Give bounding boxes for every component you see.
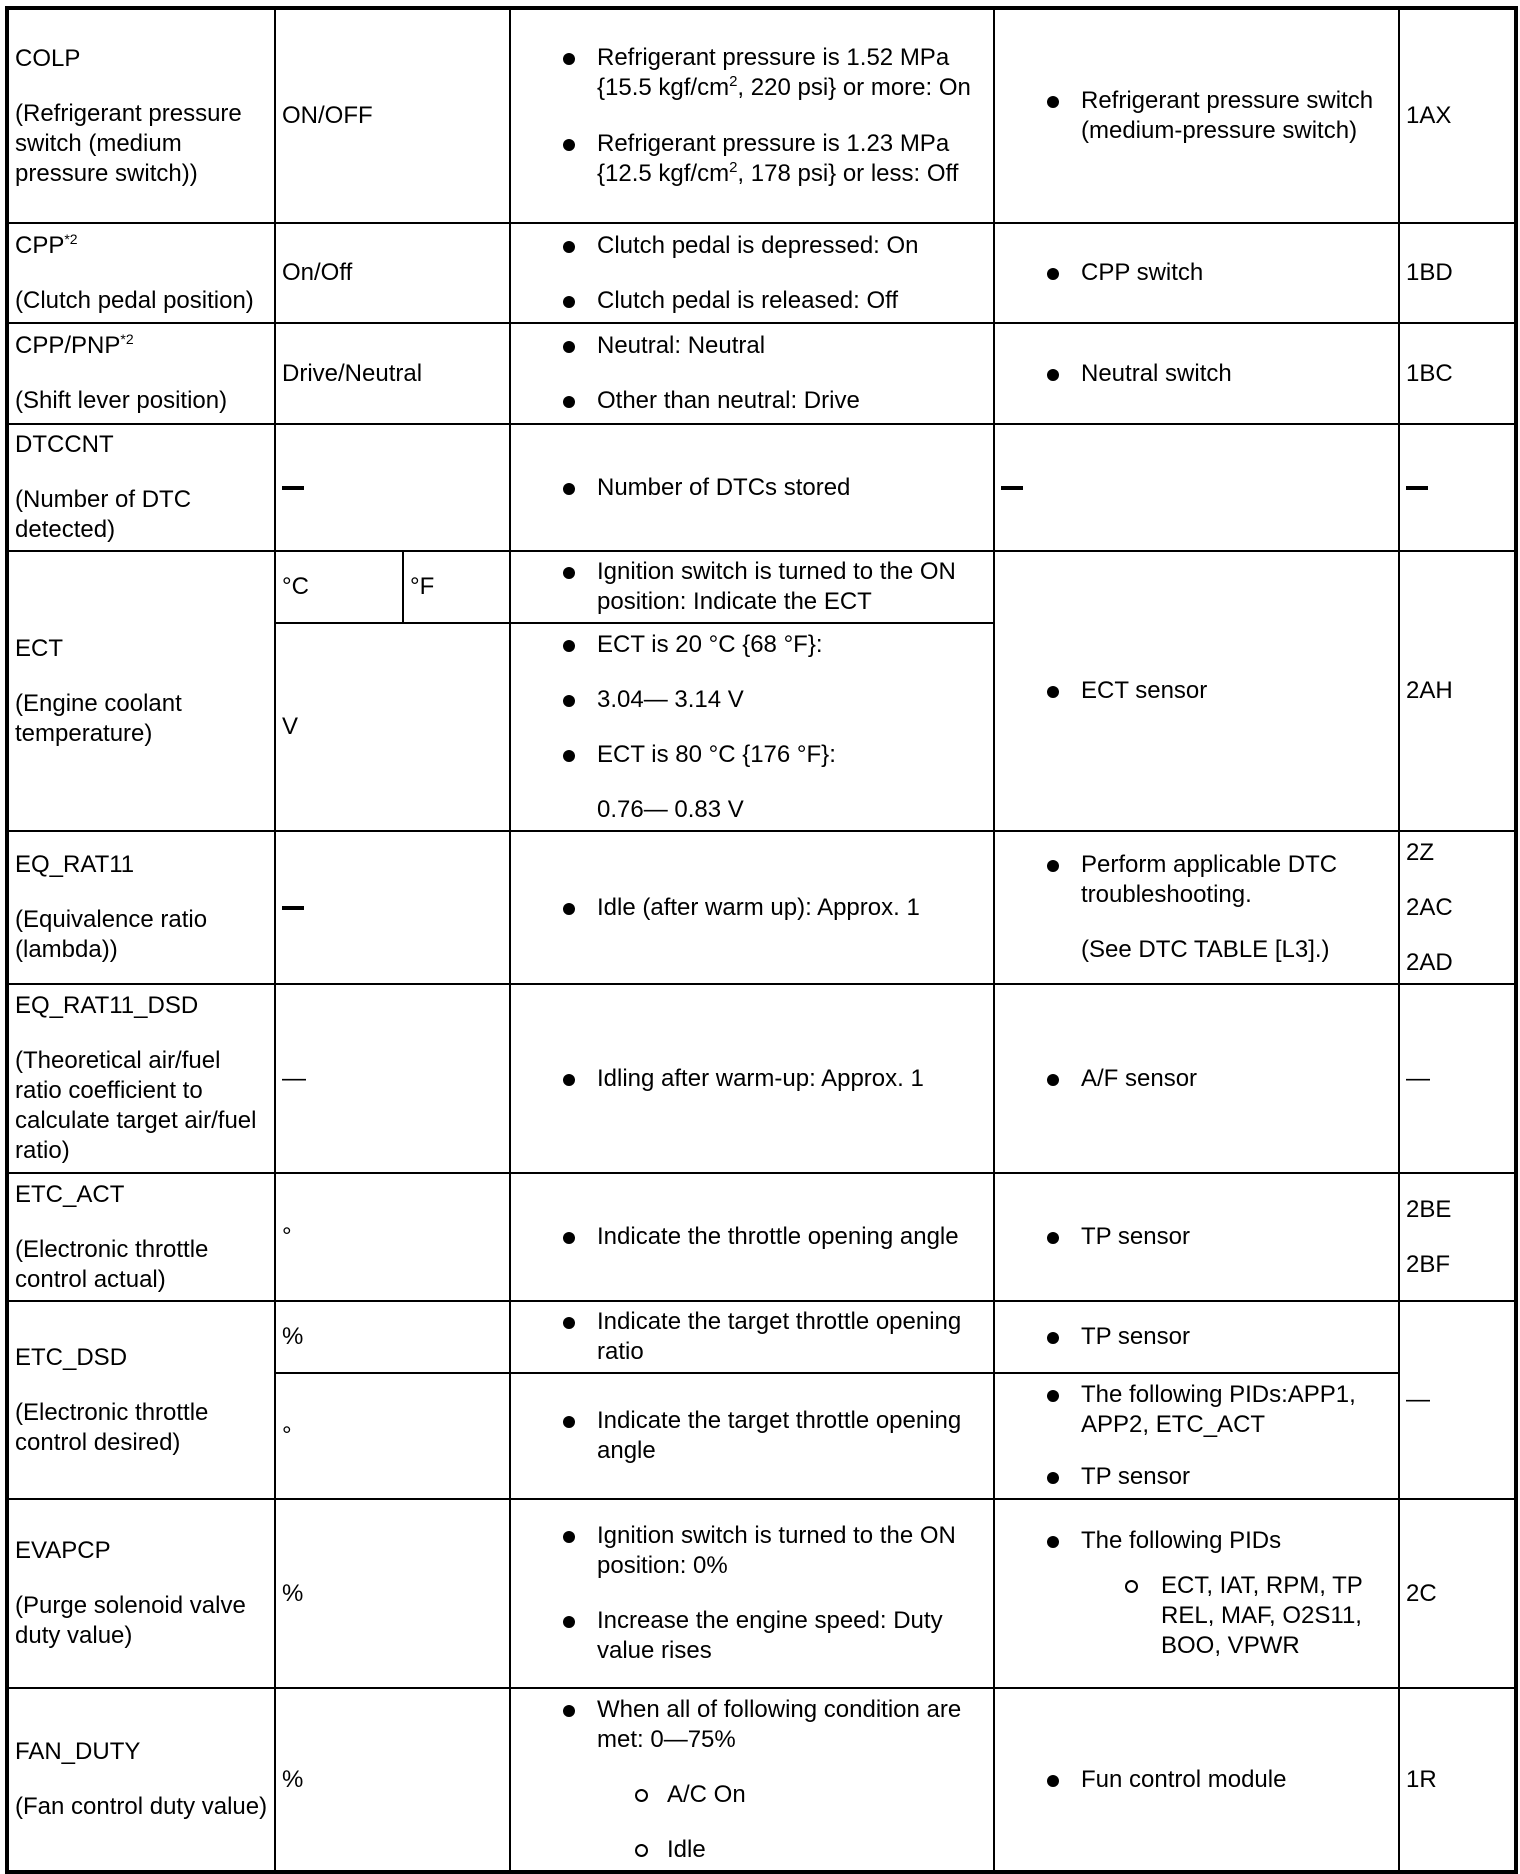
condition-item: Refrigerant pressure is 1.52 MPa {15.5 kgf/$cm^2$, 220 psi} or more: On [517, 43, 987, 103]
unit-cell [275, 8, 510, 223]
terminal-value: 2AH [1406, 677, 1453, 704]
pid-description: (Refrigerant pressure switch (medium pressure switch)) [15, 99, 242, 187]
pid-name: EVAPCP [15, 1537, 111, 1564]
dash-mark [1406, 486, 1428, 490]
dash-mark [282, 906, 304, 910]
condition-cell [510, 1173, 994, 1301]
condition-cell [510, 1373, 994, 1499]
pid-description: (Electronic throttle control desired) [15, 1398, 209, 1456]
pid-cell [7, 984, 275, 1173]
inspection-cell [994, 223, 1399, 323]
terminal-cell [1399, 223, 1516, 323]
pid-cell [7, 831, 275, 984]
table-row [7, 8, 1516, 223]
pid-table [5, 6, 1518, 1874]
pid-name: EQ_RAT11 [15, 851, 135, 878]
condition-item: Idle (after warm up): Approx. 1 [517, 893, 987, 923]
inspection-item: The following PIDs [1001, 1526, 1392, 1556]
condition-item: ECT is 80 °C {176 °F}: [517, 740, 987, 770]
condition-value: 3.04— 3.14 V [517, 685, 987, 715]
pid-description: (Fan control duty value) [15, 1793, 268, 1820]
pid-cell [7, 8, 275, 223]
inspection-item: CPP switch [1001, 258, 1392, 288]
unit-value: V [282, 713, 299, 740]
condition-item: Ignition switch is turned to the ON position: Indicate the ECT [517, 557, 987, 617]
unit-value: ON/OFF [282, 102, 373, 129]
terminal-cell [1399, 1173, 1516, 1301]
condition-cell [510, 1301, 994, 1373]
unit-value: Drive/Neutral [282, 359, 423, 387]
condition-item: Number of DTCs stored [517, 473, 987, 503]
condition-cell [510, 831, 994, 984]
pid-name: ETC_ACT [15, 1180, 125, 1208]
inspection-cell [994, 1373, 1399, 1499]
table-row [7, 831, 1516, 984]
inspection-cell [994, 1173, 1399, 1301]
condition-item: Indicate the target throttle opening angle [517, 1406, 987, 1466]
condition-value: 0.76— 0.83 V [597, 795, 744, 823]
terminal-value: 1BD [1406, 259, 1453, 286]
inspection-note: (See DTC TABLE [L3].) [1081, 936, 1330, 963]
pid-cell [7, 1499, 275, 1688]
terminal-value: 2BE [1406, 1195, 1452, 1223]
inspection-item: Perform applicable DTC troubleshooting. [1001, 850, 1392, 910]
condition-cell [510, 623, 994, 831]
inspection-item: TP sensor [1001, 1462, 1392, 1492]
terminal-cell [1399, 323, 1516, 424]
dash-mark [282, 486, 304, 490]
pid-cell [7, 223, 275, 323]
inspection-cell [994, 1301, 1399, 1373]
table-row [7, 1301, 1516, 1373]
pid-name: FAN_DUTY [15, 1738, 141, 1765]
inspection-item: TP sensor [1001, 1222, 1392, 1252]
terminal-cell [1399, 8, 1516, 223]
unit-value: °C [282, 573, 309, 600]
inspection-cell [994, 1499, 1399, 1688]
table-row [7, 1499, 1516, 1688]
pid-cell [7, 1688, 275, 1872]
terminal-cell [1399, 1499, 1516, 1688]
unit-cell [275, 1688, 510, 1872]
condition-cell [510, 424, 994, 551]
pid-name: ETC_DSD [15, 1343, 128, 1371]
unit-cell [275, 223, 510, 323]
pid-cell [7, 424, 275, 551]
unit-value: % [282, 1765, 304, 1793]
unit-cell [275, 1173, 510, 1301]
table-row [7, 551, 1516, 623]
terminal-value: 2AC [1406, 893, 1453, 921]
inspection-item: Refrigerant pressure switch (medium-pressure switch) [1001, 86, 1392, 146]
table-row [7, 984, 1516, 1173]
condition-item: ECT is 20 °C {68 °F}: [517, 630, 987, 660]
pid-cell [7, 323, 275, 424]
terminal-value: 1BC [1406, 359, 1453, 387]
condition-cell [510, 1688, 994, 1872]
unit-cell [275, 623, 510, 831]
condition-item: Indicate the throttle opening angle [517, 1222, 987, 1252]
condition-item: Refrigerant pressure is 1.23 MPa {12.5 kgf/$cm^2$, 178 psi} or less: Off [517, 129, 987, 189]
inspection-cell [994, 1688, 1399, 1872]
unit-cell [275, 1301, 510, 1373]
terminal-cell [1399, 551, 1516, 831]
condition-item: Idling after warm-up: Approx. 1 [517, 1064, 987, 1094]
dash-mark [1001, 486, 1023, 490]
condition-item: Increase the engine speed: Duty value rises [517, 1606, 987, 1666]
unit-cell [275, 984, 510, 1173]
pid-name: DTCCNT [15, 431, 114, 458]
condition-cell [510, 8, 994, 223]
pid-description: (Equivalence ratio (lambda)) [15, 906, 208, 963]
condition-item: Clutch pedal is released: Off [517, 286, 987, 316]
unit-cell [275, 323, 510, 424]
condition-item: Neutral: Neutral [517, 331, 987, 361]
terminal-value: 2AD [1406, 948, 1453, 976]
terminal-value: 2Z [1406, 838, 1435, 866]
pid-description: (Purge solenoid valve duty value) [15, 1592, 246, 1649]
unit-value: % [282, 1579, 304, 1607]
table-row [7, 1173, 1516, 1301]
unit-value: — [282, 1064, 306, 1092]
inspection-item: A/F sensor [1001, 1064, 1392, 1094]
unit-value: ° [282, 1422, 292, 1449]
unit-cell-fahrenheit [403, 551, 510, 623]
pid-name: CPP$^{*2}$ [15, 230, 78, 259]
condition-cell [510, 551, 994, 623]
inspection-subitem: ECT, IAT, RPM, TP REL, MAF, O2S11, BOO, VPWR [1001, 1571, 1392, 1661]
inspection-cell [994, 323, 1399, 424]
pid-name: ECT [15, 634, 63, 662]
terminal-cell [1399, 984, 1516, 1173]
pid-description: (Clutch pedal position) [15, 286, 254, 314]
inspection-cell [994, 551, 1399, 831]
condition-subitem: A/C On [517, 1780, 987, 1810]
unit-cell-celsius [275, 551, 403, 623]
table-row [7, 424, 1516, 551]
terminal-value: 1R [1406, 1765, 1437, 1793]
table-row [7, 323, 1516, 424]
pid-cell [7, 551, 275, 831]
pid-description: (Theoretical air/fuel ratio coefficient to calculate target air/fuel ratio) [15, 1047, 257, 1164]
condition-item: Indicate the target throttle opening ratio [517, 1307, 987, 1367]
pid-description: (Electronic throttle control actual) [15, 1235, 209, 1293]
pid-description: (Number of DTC detected) [15, 486, 192, 543]
pid-name: EQ_RAT11_DSD [15, 992, 199, 1019]
inspection-cell [994, 8, 1399, 223]
inspection-cell [994, 831, 1399, 984]
condition-cell [510, 1499, 994, 1688]
inspection-item: Fun control module [1001, 1765, 1392, 1795]
inspection-item: ECT sensor [1001, 676, 1392, 706]
terminal-value: — [1406, 1386, 1430, 1413]
pid-description: (Shift lever position) [15, 387, 228, 414]
unit-value: On/Off [282, 259, 353, 286]
condition-subitem: Idle [517, 1835, 987, 1865]
terminal-cell [1399, 424, 1516, 551]
pid-cell [7, 1173, 275, 1301]
unit-value: °F [410, 573, 435, 600]
condition-cell [510, 984, 994, 1173]
unit-cell [275, 1373, 510, 1499]
unit-cell [275, 424, 510, 551]
terminal-value: 1AX [1406, 102, 1452, 129]
condition-item: Clutch pedal is depressed: On [517, 231, 987, 261]
pid-description: (Engine coolant temperature) [15, 689, 182, 747]
terminal-cell [1399, 1688, 1516, 1872]
condition-item: Ignition switch is turned to the ON position: 0% [517, 1521, 987, 1581]
pid-cell [7, 1301, 275, 1499]
terminal-cell [1399, 831, 1516, 984]
terminal-value: 2C [1406, 1579, 1437, 1607]
table-row [7, 1688, 1516, 1872]
unit-value: ° [282, 1223, 292, 1250]
inspection-item: Neutral switch [1001, 359, 1392, 389]
inspection-item: The following PIDs:APP1, APP2, ETC_ACT [1001, 1380, 1392, 1440]
condition-item: Other than neutral: Drive [517, 386, 987, 416]
inspection-cell [994, 424, 1399, 551]
unit-value: % [282, 1323, 304, 1350]
condition-cell [510, 323, 994, 424]
terminal-value: 2BF [1406, 1250, 1451, 1278]
pid-name: COLP [15, 44, 81, 72]
terminal-cell [1399, 1301, 1516, 1499]
unit-cell [275, 831, 510, 984]
unit-cell [275, 1499, 510, 1688]
table-row [7, 223, 1516, 323]
inspection-cell [994, 984, 1399, 1173]
pid-name: CPP/PNP$^{*2}$ [15, 331, 134, 359]
condition-cell [510, 223, 994, 323]
inspection-item: TP sensor [1001, 1322, 1392, 1352]
condition-item: When all of following condition are met: 0—75% [517, 1695, 987, 1755]
terminal-value: — [1406, 1064, 1430, 1092]
